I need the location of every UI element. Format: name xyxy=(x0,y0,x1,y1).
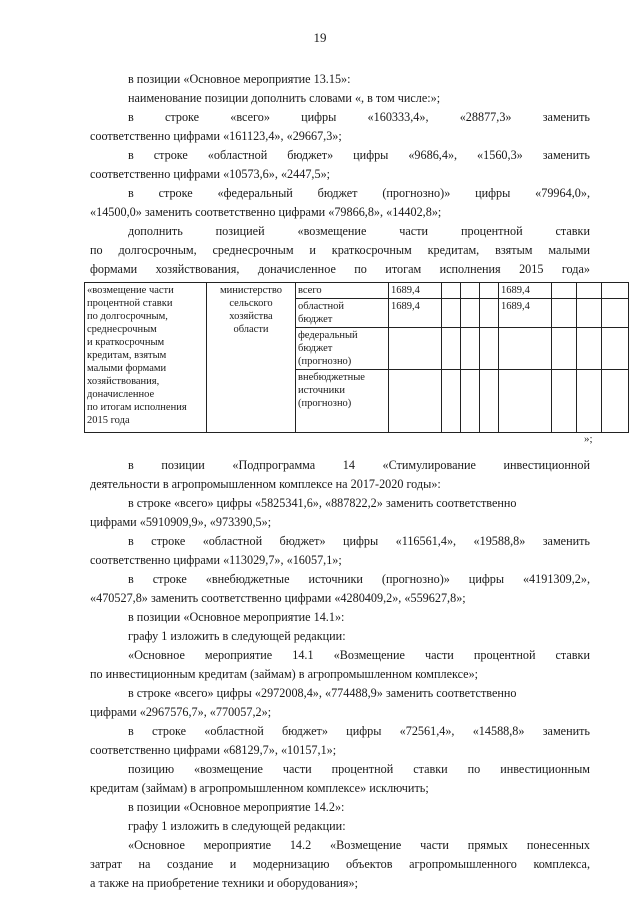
text-line: графу 1 изложить в следующей редакции: xyxy=(128,629,346,643)
text-line: соответственно цифрами «68129,7», «10157,1»; xyxy=(90,743,337,757)
text-line: деятельности в агропромышленном комплексе на 2017-2020 годы»: xyxy=(90,477,441,491)
empty-cell xyxy=(577,328,602,370)
measure-line: среднесрочным xyxy=(87,324,157,335)
measure-line: и краткосрочным xyxy=(87,337,165,348)
text-line: соответственно цифрами «10573,6», «2447,5»; xyxy=(90,167,331,181)
total-cell xyxy=(389,370,442,433)
source-cell xyxy=(296,299,389,328)
text-line: в позиции «Основное мероприятие 13.15»: xyxy=(128,72,351,86)
text-line: «Основное мероприятие 14.1 «Возмещение части процентной ставки xyxy=(128,648,590,662)
measure-line: по долгосрочным, xyxy=(87,311,168,322)
text-line: цифрами «2967576,7», «770057,2»; xyxy=(90,705,272,719)
year-cell: 1689,4 xyxy=(499,299,552,328)
empty-cell xyxy=(602,299,629,328)
text-line: в строке «областной бюджет» цифры «72561,4», «14588,8» заменить xyxy=(128,724,590,738)
text-line: соответственно цифрами «161123,4», «29667,3»; xyxy=(90,129,342,143)
measure-line: малыми формами xyxy=(87,363,167,374)
program-table xyxy=(84,282,629,433)
empty-cell xyxy=(480,299,499,328)
empty-cell xyxy=(461,299,480,328)
text-line: а также на приобретение техники и оборудования»; xyxy=(90,876,358,890)
empty-cell xyxy=(461,283,480,299)
measure-line: «возмещение части xyxy=(87,285,174,296)
empty-cell xyxy=(602,328,629,370)
measure-line: хозяйствования, xyxy=(87,376,160,387)
table-closing-quote: »; xyxy=(584,433,593,445)
source-line: (прогнозно) xyxy=(298,398,352,409)
empty-cell xyxy=(552,328,577,370)
empty-cell xyxy=(442,328,461,370)
source-cell xyxy=(296,328,389,370)
text-line: «14500,0» заменить соответственно цифрами «79866,8», «14402,8»; xyxy=(90,205,442,219)
source-line: областной xyxy=(298,301,344,312)
measure-line: кредитам, взятым xyxy=(87,350,167,361)
page-number: 19 xyxy=(313,30,327,45)
year-cell: 1689,4 xyxy=(499,283,552,299)
empty-cell xyxy=(577,370,602,433)
executor-line: сельского xyxy=(229,298,273,309)
empty-cell xyxy=(577,283,602,299)
text-line: в позиции «Основное мероприятие 14.1»: xyxy=(128,610,345,624)
text-line: дополнить позицией «возмещение части процентной ставки xyxy=(128,224,590,238)
executor-line: области xyxy=(233,324,269,335)
source-line: внебюджетные xyxy=(298,372,365,383)
year-cell xyxy=(499,370,552,433)
empty-cell xyxy=(552,299,577,328)
text-line: формами хозяйствования, доначисленное по итогам исполнения 2015 года» xyxy=(90,262,590,276)
empty-cell xyxy=(442,299,461,328)
text-line: цифрами «5910909,9», «973390,5»; xyxy=(90,515,272,529)
text-line: кредитам (займам) в агропромышленном комплексе» исключить; xyxy=(90,781,429,795)
executor-cell xyxy=(207,283,296,433)
text-line: графу 1 изложить в следующей редакции: xyxy=(128,819,346,833)
empty-cell xyxy=(461,370,480,433)
text-line: соответственно цифрами «113029,7», «16057,1»; xyxy=(90,553,342,567)
text-line: в строке «областной бюджет» цифры «9686,4», «1560,3» заменить xyxy=(128,148,590,162)
text-line: позицию «возмещение части процентной ставки по инвестиционным xyxy=(128,762,590,776)
empty-cell xyxy=(602,283,629,299)
text-line: в позиции «Подпрограмма 14 «Стимулирование инвестиционной xyxy=(128,458,590,472)
text-line: «470527,8» заменить соответственно цифрами «4280409,2», «559627,8»; xyxy=(90,591,466,605)
empty-cell xyxy=(480,328,499,370)
source-line: (прогнозно) xyxy=(298,356,352,367)
measure-line: 2015 года xyxy=(87,415,130,426)
text-line: по долгосрочным, среднесрочным и краткосрочным кредитам, взятым малыми xyxy=(90,243,590,257)
text-line: в строке «внебюджетные источники (прогнозно)» цифры «4191309,2», xyxy=(128,572,590,586)
text-line: по инвестиционным кредитам (займам) в агропромышленном комплексе»; xyxy=(90,667,479,681)
measure-line: доначисленное xyxy=(87,389,155,400)
source-cell xyxy=(296,283,389,299)
empty-cell xyxy=(461,328,480,370)
text-line: в строке «всего» цифры «160333,4», «28877,3» заменить xyxy=(128,110,590,124)
empty-cell xyxy=(480,370,499,433)
measure-line: процентной ставки xyxy=(87,298,173,309)
source-line: всего xyxy=(298,285,322,296)
empty-cell xyxy=(442,370,461,433)
text-line: в строке «всего» цифры «5825341,6», «887822,2» заменить соответственно xyxy=(128,496,517,510)
executor-line: хозяйства xyxy=(229,311,273,322)
text-line: в строке «областной бюджет» цифры «116561,4», «19588,8» заменить xyxy=(128,534,590,548)
source-line: федеральный xyxy=(298,330,358,341)
total-cell: 1689,4 xyxy=(389,283,442,299)
text-line: «Основное мероприятие 14.2 «Возмещение части прямых понесенных xyxy=(128,838,590,852)
measure-line: по итогам исполнения xyxy=(87,402,187,413)
year-cell xyxy=(499,328,552,370)
source-line: бюджет xyxy=(298,314,333,325)
empty-cell xyxy=(480,283,499,299)
source-cell xyxy=(296,370,389,433)
empty-cell xyxy=(602,370,629,433)
empty-cell xyxy=(552,370,577,433)
text-line: в позиции «Основное мероприятие 14.2»: xyxy=(128,800,345,814)
empty-cell xyxy=(577,299,602,328)
total-cell: 1689,4 xyxy=(389,299,442,328)
total-cell xyxy=(389,328,442,370)
text-line: наименование позиции дополнить словами «, в том числе:»; xyxy=(128,91,441,105)
text-line: в строке «федеральный бюджет (прогнозно)» цифры «79964,0», xyxy=(128,186,590,200)
executor-line: министерство xyxy=(219,285,283,296)
measure-cell xyxy=(85,283,207,433)
text-line: в строке «всего» цифры «2972008,4», «774488,9» заменить соответственно xyxy=(128,686,517,700)
source-line: источники xyxy=(298,385,345,396)
text-line: затрат на создание и модернизацию объектов агропромышленного комплекса, xyxy=(90,857,590,871)
empty-cell xyxy=(552,283,577,299)
source-line: бюджет xyxy=(298,343,333,354)
empty-cell xyxy=(442,283,461,299)
